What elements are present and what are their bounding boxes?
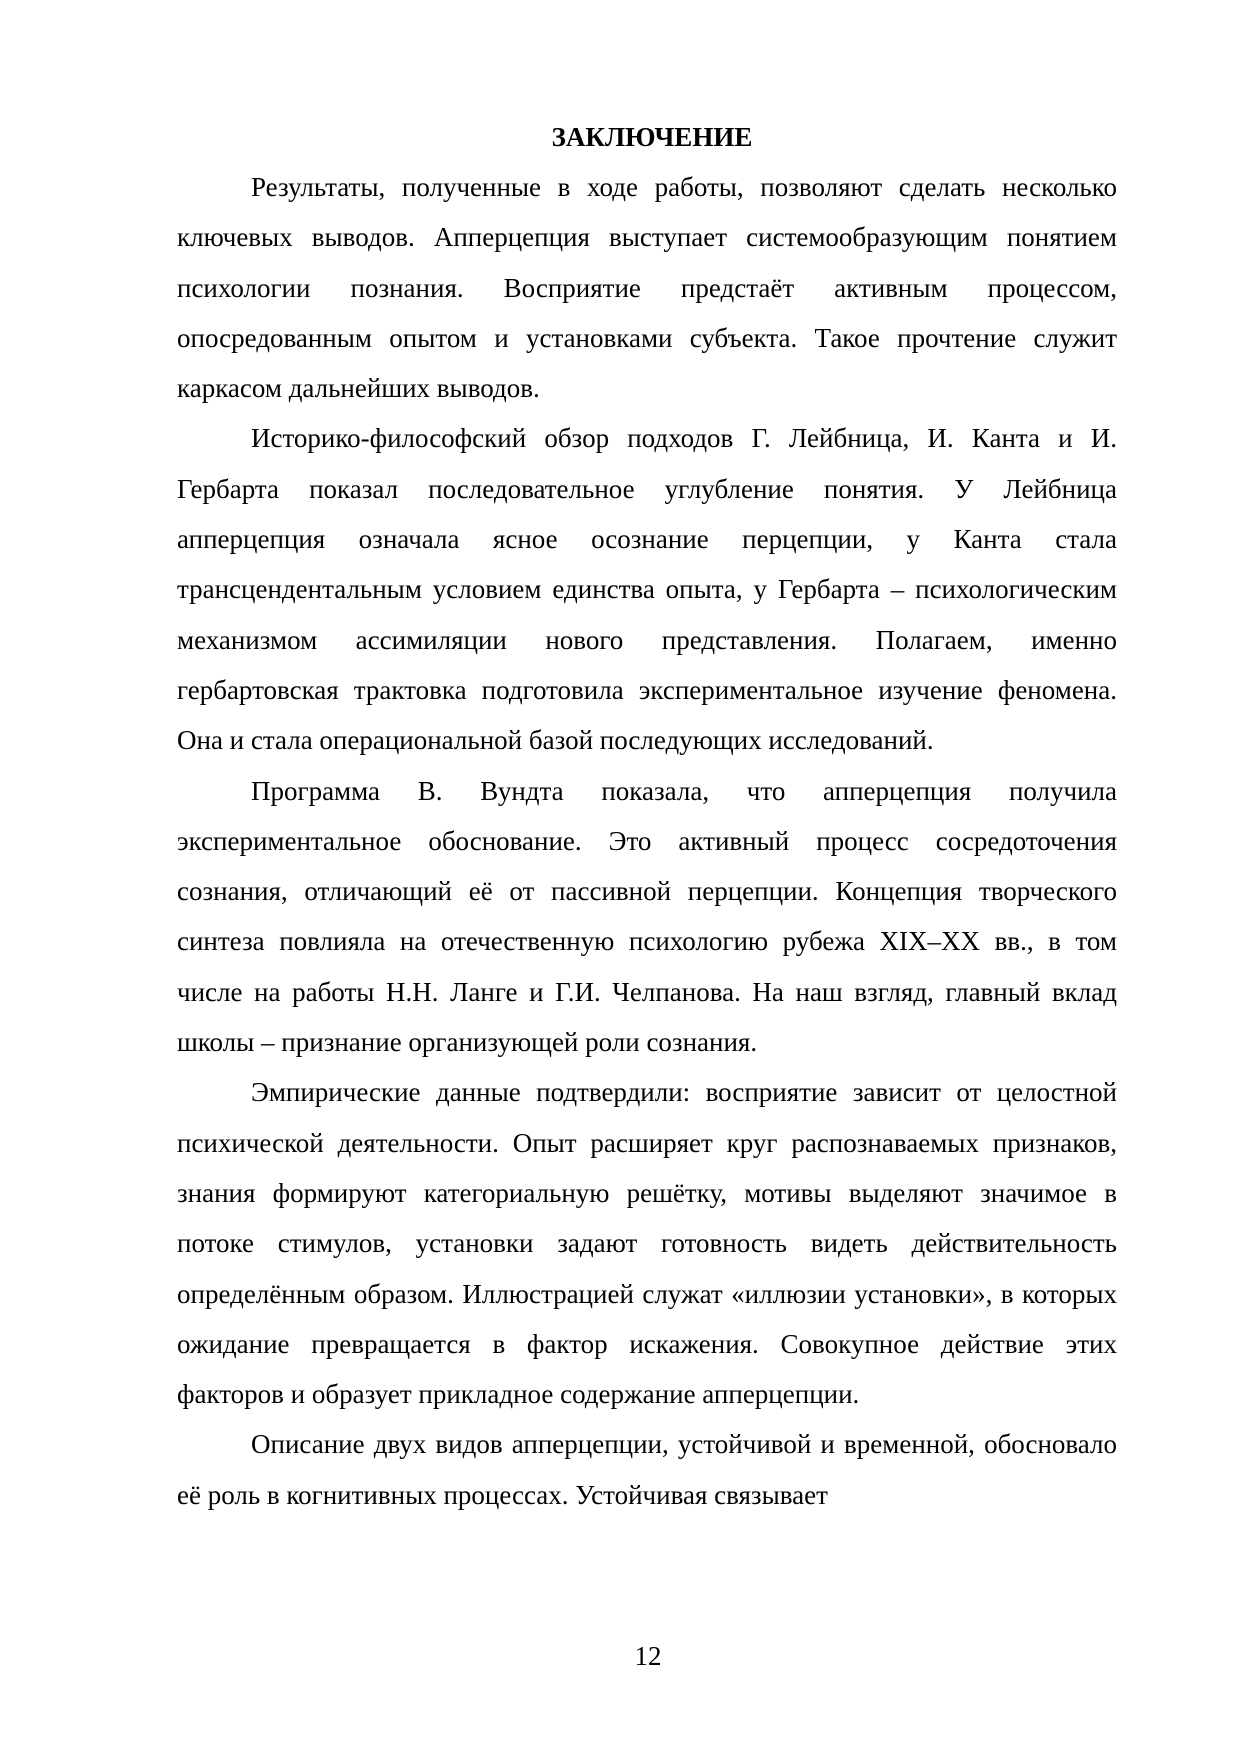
section-heading: ЗАКЛЮЧЕНИЕ (551, 122, 753, 152)
page-content (177, 112, 1117, 1520)
paragraph-empirical-data: Эмпирические данные подтвердили: восприятие зависит от целостной психической деятельности. Опыт расширяет круг распознаваемых признаков, знания формируют категориальную решётку, мотивы выделяют значимое в потоке стимулов, установки задают готовность видеть действительность определённым образом. Иллюстрацией служат «иллюзии установки», в которых ожидание превращается в фактор искажения. Совокупное действие этих факторов и образует прикладное содержание апперцепции. (177, 1077, 1117, 1410)
paragraph-conclusions-intro: Результаты, полученные в ходе работы, позволяют сделать несколько ключевых выводов. Апперцепция выступает системообразующим понятием психологии познания. Восприятие предстаёт активным процессом, опосредованным опытом и установками субъекта. Такое прочтение служит каркасом дальнейших выводов. (177, 172, 1117, 404)
page-number: 12 (634, 1641, 662, 1671)
paragraph-apperception-types: Описание двух видов апперцепции, устойчивой и временной, обосновало её роль в когнитивных процессах. Устойчивая связывает (177, 1429, 1117, 1510)
paragraph-historical-review: Историко-философский обзор подходов Г. Лейбница, И. Канта и И. Гербарта показал последовательное углубление понятия. У Лейбница апперцепция означала ясное осознание перцепции, у Канта стала трансцендентальным условием единства опыта, у Гербарта – психологическим механизмом ассимиляции нового представления. Полагаем, именно гербартовская трактовка подготовила экспериментальное изучение феномена. Она и стала операциональной базой последующих исследований. (177, 423, 1117, 756)
paragraph-wundt-program: Программа В. Вундта показала, что апперцепция получила экспериментальное обоснование. Это активный процесс сосредоточения сознания, отличающий её от пассивной перцепции. Концепция творческого синтеза повлияла на отечественную психологию рубежа XIX–XX вв., в том числе на работы Н.Н. Ланге и Г.И. Челпанова. На наш взгляд, главный вклад школы – признание организующей роли сознания. (177, 775, 1117, 1058)
